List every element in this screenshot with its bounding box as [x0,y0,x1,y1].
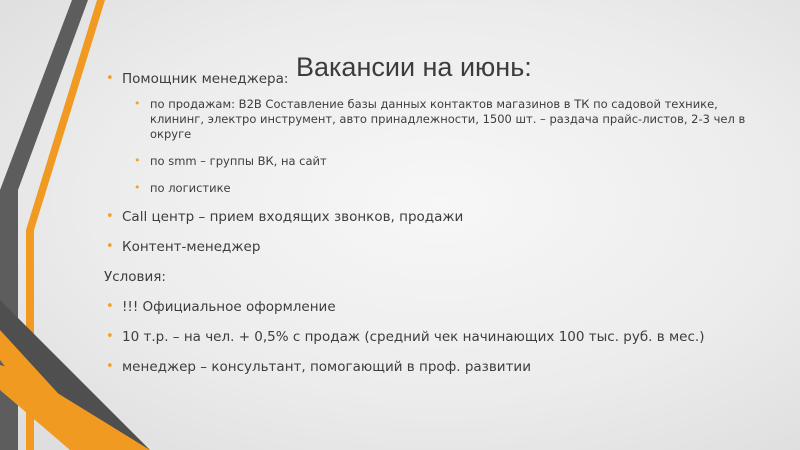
slide-title: Вакансии на июнь: [296,52,532,82]
bullet: • [106,71,114,86]
bullet: • [106,209,114,224]
conditions-label: Условия: [104,269,166,285]
sub-item-sales [104,97,764,142]
list-item-condition [104,328,764,346]
bullet: • [106,359,114,374]
sub-item-text: по smm – группы ВК, на сайт [150,154,327,168]
sub-item-text: по продажам: B2B Составление базы данных контактов магазинов в ТК по садовой технике, клининг, электро инструмент, авто принадлежности, 1500 шт. – раздача прайс-листов, 2-3 чел в округе [150,97,746,141]
list-item-text: Контент-менеджер [122,239,261,255]
list-item-condition [104,358,764,376]
bullet: • [106,239,114,254]
list-item-text: 10 т.р. – на чел. + 0,5% с продаж (средний чек начинающих 100 тыс. руб. в мес.) [122,329,705,345]
list-item-text: Call центр – прием входящих звонков, продажи [122,209,464,225]
list-item-text: !!! Официальное оформление [122,299,336,315]
sub-item-smm [104,154,764,169]
list-item-text: менеджер – консультант, помогающий в проф. развитии [122,359,531,375]
list-item-content-manager [104,238,764,256]
bullet: • [134,97,141,110]
slide-content [104,70,764,388]
list-item-call-center [104,208,764,226]
list-item-assistant [104,70,764,88]
sub-item-text: по логистике [150,181,231,195]
bullet: • [134,154,141,167]
assistant-label: Помощник менеджера: [122,71,289,87]
bullet: • [134,181,141,194]
bullet: • [106,299,114,314]
list-item-condition [104,298,764,316]
sub-item-logistics [104,181,764,196]
bullet: • [106,329,114,344]
